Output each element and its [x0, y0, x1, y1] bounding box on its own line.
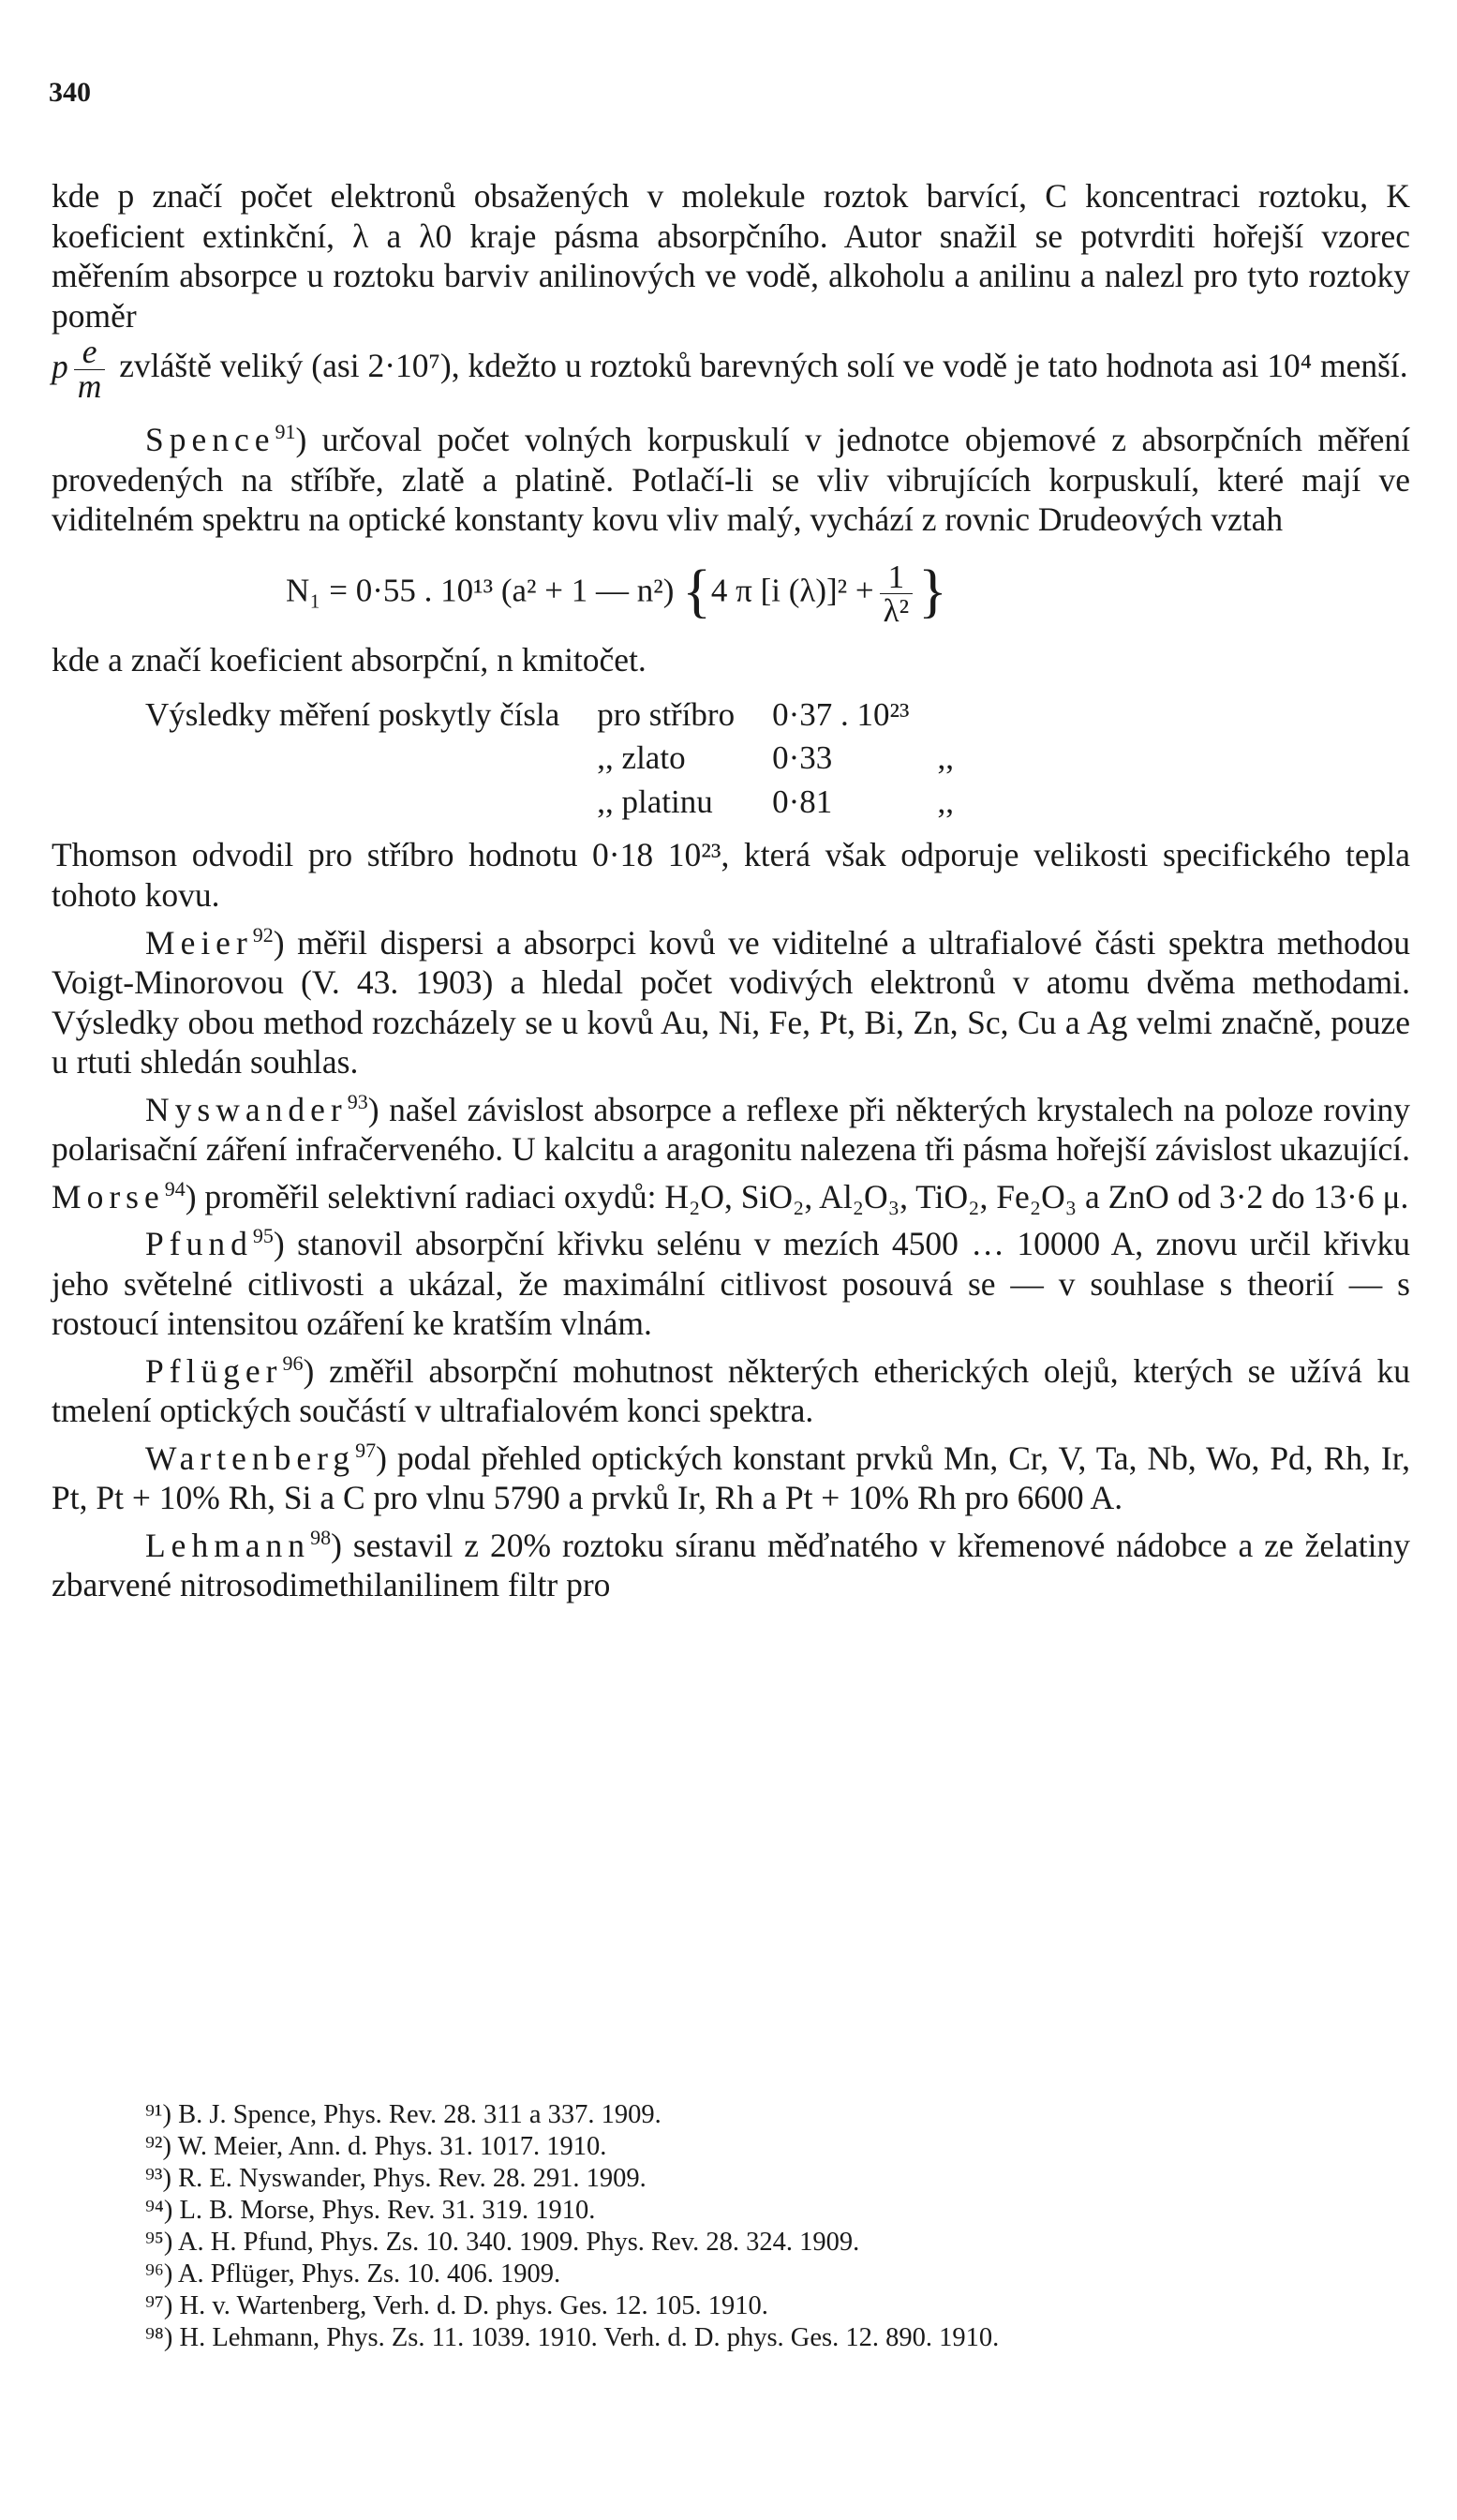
paragraph-ratio: p $\frac{e}{m}$ zvláště veliký (asi 2·10⁷), kdežto u roztoků barevných solí ve vodě je tato hodnota asi 10⁴ menší.	[52, 333, 1408, 405]
page-number: 340	[49, 77, 91, 108]
table-row: ,, zlato 0·33 ,,	[597, 739, 954, 777]
paragraph: kde p značí počet elektronů obsažených v molekule roztok barvící, C koncentraci roztoku, K koeficient extinkční, λ a λ0 kraje pásma absorpčního. Autor snažil se potvrditi hořejší vzorec měřením absorpce u roztoku barviv anilinových ve vodě, alkoholu a anilinu a nalezl pro tyto roztoky poměr	[52, 177, 1410, 335]
table-row: Výsledky měření poskytly čísla pro stříbro 0·37 . 10²³	[145, 695, 910, 733]
paragraph: Pflüger$^{96}$) změřil absorpční mohutnost některých etherických olejů, kterých se užívá ku tmelení optických součástí v ultrafialovém konci spektra.	[52, 1350, 1410, 1430]
footnote: ⁹⁸) H. Lehmann, Phys. Zs. 11. 1039. 1910. Verh. d. D. phys. Ges. 12. 890. 1910.	[145, 2323, 1000, 2352]
results-table	[52, 695, 1410, 827]
footnote: ⁹³) R. E. Nyswander, Phys. Rev. 28. 291. 1909.	[145, 2164, 647, 2193]
paragraph: Meier$^{92}$) měřil dispersi a absorpci kovů ve viditelné a ultrafialové části spektra methodou Voigt-Minorovou (V. 43. 1903) a hledal počet vodivých elektronů v atomu dvěma methodami. Výsledky obou method rozcházely se u kovů Au, Ni, Fe, Pt, Bi, Zn, Sc, Cu a Ag velmi značně, pouze u rtuti shledán souhlas.	[52, 922, 1410, 1081]
ratio-formula: p $\frac{e}{m}$	[52, 348, 111, 385]
footnote: ⁹⁷) H. v. Wartenberg, Verh. d. D. phys. Ges. 12. 105. 1910.	[145, 2291, 768, 2320]
footnote: ⁹⁵) A. H. Pfund, Phys. Zs. 10. 340. 1909. Phys. Rev. 28. 324. 1909.	[145, 2228, 860, 2257]
paragraph: Spence$^{91}$) určoval počet volných korpuskulí v jednotce objemové z absorpčních měření provedených na stříbře, zlatě a platině. Potlačí-li se vliv vibrujících korpuskulí, které mají ve viditelném spektru na optické konstanty kovu vliv malý, vychází z rovnic Drudeových vztah	[52, 420, 1410, 539]
equation: N₁ = 0·55 . 10¹³ (a² + 1 — n²) {4 π [i (λ)]² + $\frac{1}{\text{λ²}}$ }	[286, 557, 947, 629]
paragraph: Pfund$^{95}$) stanovil absorpční křivku selénu v mezích 4500 … 10000 A, znovu určil křivku jeho světelné citlivosti a ukázal, že maximální citlivost posouvá se — v souhlase s theorií — s rostoucí intensitou ozáření ke kratším vlnám.	[52, 1224, 1410, 1343]
paragraph: Wartenberg$^{97}$) podal přehled optických konstant prvků Mn, Cr, V, Ta, Nb, Wo, Pd, Rh, Ir, Pt, Pt + 10% Rh, Si a C pro vlnu 5790 a prvků Ir, Rh a Pt + 10% Rh pro 6600 A.	[52, 1438, 1410, 1517]
table-row: ,, platinu 0·81 ,,	[597, 783, 954, 820]
footnote: ⁹⁴) L. B. Morse, Phys. Rev. 31. 319. 1910.	[145, 2196, 596, 2225]
footnote: ⁹¹) B. J. Spence, Phys. Rev. 28. 311 a 337. 1909.	[145, 2100, 662, 2129]
paragraph: Thomson odvodil pro stříbro hodnotu 0·18 10²³, která však odporuje velikosti specifického tepla tohoto kovu.	[52, 836, 1410, 914]
footnote: ⁹²) W. Meier, Ann. d. Phys. 31. 1017. 1910.	[145, 2132, 607, 2161]
footnote: ⁹⁶) A. Pflüger, Phys. Zs. 10. 406. 1909.	[145, 2259, 561, 2289]
paragraph: kde a značí koeficient absorpční, n kmitočet.	[52, 640, 647, 678]
paragraph: Nyswander$^{93}$) našel závislost absorpce a reflexe při některých krystalech na poloze roviny polarisační záření infračerveného. U kalcitu a aragonitu nalezena tři pásma hořejší závislost ukazující. Morse$^{94}$) proměřil selektivní radiaci oxydů: H₂O, SiO₂, Al₂O₃, TiO₂, Fe₂O₃ a ZnO od 3·2 do 13·6 μ.	[52, 1089, 1410, 1215]
paragraph: Lehmann$^{98}$) sestavil z 20% roztoku síranu měďnatého v křemenové nádobce a ze želatiny zbarvené nitrosodimethilanilinem filtr pro	[52, 1525, 1410, 1604]
author-name: Spence	[145, 421, 275, 459]
main-text	[52, 176, 1410, 1605]
footnotes	[52, 2099, 1410, 2354]
